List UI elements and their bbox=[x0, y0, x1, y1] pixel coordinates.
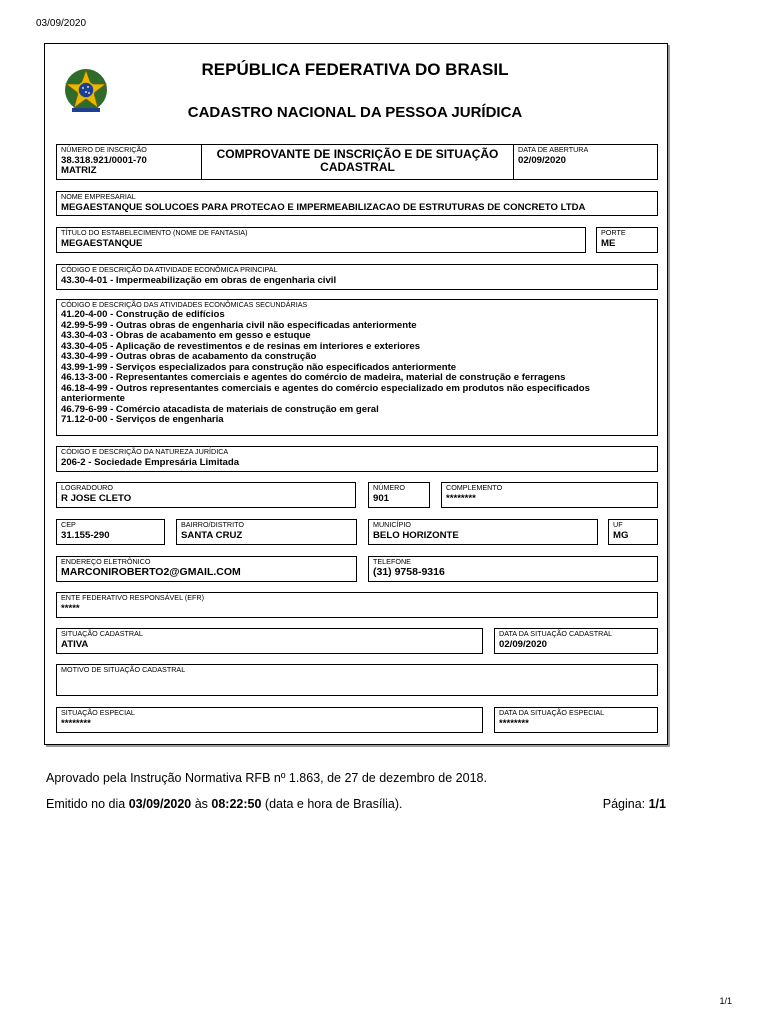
complemento-value: ******** bbox=[446, 493, 476, 504]
inscricao-number: 38.318.921/0001-70 bbox=[61, 155, 147, 166]
list-item: 71.12-0-00 - Serviços de engenharia bbox=[61, 414, 224, 425]
efr-label: ENTE FEDERATIVO RESPONSÁVEL (EFR) bbox=[61, 593, 204, 602]
list-item: 43.30-4-03 - Obras de acabamento em gesso e estuque bbox=[61, 330, 311, 341]
porte-value: ME bbox=[601, 238, 616, 249]
telefone-box bbox=[368, 556, 658, 582]
list-item: 41.20-4-00 - Construção de edifícios bbox=[61, 309, 225, 320]
abertura-value: 02/09/2020 bbox=[518, 155, 567, 166]
nome-empresarial-box bbox=[56, 191, 658, 216]
motivo-box bbox=[56, 664, 658, 696]
logradouro-box bbox=[56, 482, 356, 508]
numero-box bbox=[368, 482, 430, 508]
data-situacao-label: DATA DA SITUAÇÃO CADASTRAL bbox=[499, 629, 613, 638]
situacao-especial-value: ******** bbox=[61, 718, 91, 729]
email-box bbox=[56, 556, 357, 582]
data-situacao-especial-label: DATA DA SITUAÇÃO ESPECIAL bbox=[499, 708, 605, 717]
cep-box bbox=[56, 519, 165, 545]
abertura-box bbox=[513, 144, 658, 180]
uf-box bbox=[608, 519, 658, 545]
emitido-text: Emitido no dia 03/09/2020 às 08:22:50 (data e hora de Brasília). bbox=[46, 797, 403, 811]
page-title: REPÚBLICA FEDERATIVA DO BRASIL bbox=[201, 60, 509, 79]
telefone-label: TELEFONE bbox=[373, 557, 411, 566]
natureza-juridica-label: CÓDIGO E DESCRIÇÃO DA NATUREZA JURÍDICA bbox=[61, 447, 229, 456]
bairro-value: SANTA CRUZ bbox=[181, 530, 243, 541]
comprovante-box bbox=[201, 144, 514, 180]
uf-value: MG bbox=[613, 530, 629, 541]
situacao-box bbox=[56, 628, 483, 654]
list-item: 46.18-4-99 - Outros representantes comerciais e agentes do comércio especializado em produtos não especificados anteriormente bbox=[61, 382, 590, 404]
natureza-juridica-value: 206-2 - Sociedade Empresária Limitada bbox=[61, 457, 240, 468]
logradouro-label: LOGRADOURO bbox=[61, 483, 113, 492]
situacao-value: ATIVA bbox=[61, 639, 89, 650]
atividade-principal-label: CÓDIGO E DESCRIÇÃO DA ATIVIDADE ECONÔMICA PRINCIPAL bbox=[61, 265, 278, 274]
list-item: 43.30-4-05 - Aplicação de revestimentos e de resinas em interiores e exteriores bbox=[61, 340, 421, 352]
inscricao-label: NÚMERO DE INSCRIÇÃO bbox=[61, 145, 147, 154]
data-situacao-value: 02/09/2020 bbox=[499, 639, 548, 650]
nome-empresarial-value: MEGAESTANQUE SOLUCOES PARA PROTECAO E IMPERMEABILIZACAO DE ESTRUTURAS DE CONCRETO LTDA bbox=[61, 202, 586, 213]
porte-label: PORTE bbox=[601, 228, 626, 237]
list-item: 46.13-3-00 - Representantes comerciais e agentes do comércio de madeira, material de construção e ferragens bbox=[61, 372, 566, 383]
nome-empresarial-label: NOME EMPRESARIAL bbox=[61, 192, 136, 201]
data-situacao-especial-value: ******** bbox=[499, 718, 529, 729]
cep-value: 31.155-290 bbox=[61, 530, 110, 541]
telefone-value: (31) 9758-9316 bbox=[373, 566, 445, 578]
coat-of-arms-icon bbox=[62, 67, 110, 115]
porte-box bbox=[596, 227, 658, 253]
bairro-box bbox=[176, 519, 357, 545]
inscricao-type: MATRIZ bbox=[61, 165, 97, 176]
email-label: ENDEREÇO ELETRÔNICO bbox=[61, 557, 151, 566]
efr-value: ***** bbox=[61, 603, 80, 614]
cep-label: CEP bbox=[61, 520, 76, 529]
atividades-secundarias-list bbox=[61, 310, 646, 426]
atividades-secundarias-box bbox=[56, 299, 658, 436]
fantasia-value: MEGAESTANQUE bbox=[61, 238, 143, 249]
motivo-label: MOTIVO DE SITUAÇÃO CADASTRAL bbox=[61, 665, 186, 674]
numero-label: NÚMERO bbox=[373, 483, 405, 492]
natureza-juridica-box bbox=[56, 446, 658, 472]
aprovado-text: Aprovado pela Instrução Normativa RFB nº 1.863, de 27 de dezembro de 2018. bbox=[46, 771, 487, 785]
situacao-label: SITUAÇÃO CADASTRAL bbox=[61, 629, 143, 638]
list-item: 42.99-5-99 - Outras obras de engenharia civil não especificadas anteriormente bbox=[61, 319, 417, 331]
complemento-box bbox=[441, 482, 658, 508]
logradouro-value: R JOSE CLETO bbox=[61, 493, 132, 504]
atividades-secundarias-label: CÓDIGO E DESCRIÇÃO DAS ATIVIDADES ECONÔMICAS SECUNDÁRIAS bbox=[61, 300, 308, 309]
situacao-especial-label: SITUAÇÃO ESPECIAL bbox=[61, 708, 135, 717]
list-item: 43.99-1-99 - Serviços especializados para construção não especificados anteriormente bbox=[61, 361, 457, 373]
numero-value: 901 bbox=[373, 493, 390, 504]
bairro-label: BAIRRO/DISTRITO bbox=[181, 520, 244, 529]
inscricao-box bbox=[56, 144, 202, 180]
fantasia-box bbox=[56, 227, 586, 253]
complemento-label: COMPLEMENTO bbox=[446, 483, 503, 492]
pagina-text: Página: 1/1 bbox=[602, 797, 666, 811]
data-situacao-box bbox=[494, 628, 658, 654]
efr-box bbox=[56, 592, 658, 618]
print-date: 03/09/2020 bbox=[36, 18, 87, 29]
atividade-principal-box bbox=[56, 264, 658, 290]
list-item: 43.30-4-99 - Outras obras de acabamento da construção bbox=[61, 351, 317, 362]
page-counter: 1/1 bbox=[719, 996, 732, 1006]
atividade-principal-value: 43.30-4-01 - Impermeabilização em obras de engenharia civil bbox=[61, 275, 337, 286]
uf-label: UF bbox=[613, 520, 623, 529]
page-subtitle: CADASTRO NACIONAL DA PESSOA JURÍDICA bbox=[187, 104, 523, 121]
fantasia-label: TÍTULO DO ESTABELECIMENTO (NOME DE FANTASIA) bbox=[61, 228, 248, 237]
list-item: 46.79-6-99 - Comércio atacadista de materiais de construção em geral bbox=[61, 403, 379, 415]
municipio-box bbox=[368, 519, 598, 545]
email-value: MARCONIROBERTO2@GMAIL.COM bbox=[61, 566, 241, 578]
comprovante-title: COMPROVANTE DE INSCRIÇÃO E DE SITUAÇÃO CADASTRAL bbox=[216, 147, 499, 174]
situacao-especial-box bbox=[56, 707, 483, 733]
abertura-label: DATA DE ABERTURA bbox=[518, 145, 589, 154]
data-situacao-especial-box bbox=[494, 707, 658, 733]
municipio-label: MUNICÍPIO bbox=[373, 520, 411, 529]
municipio-value: BELO HORIZONTE bbox=[373, 530, 459, 541]
